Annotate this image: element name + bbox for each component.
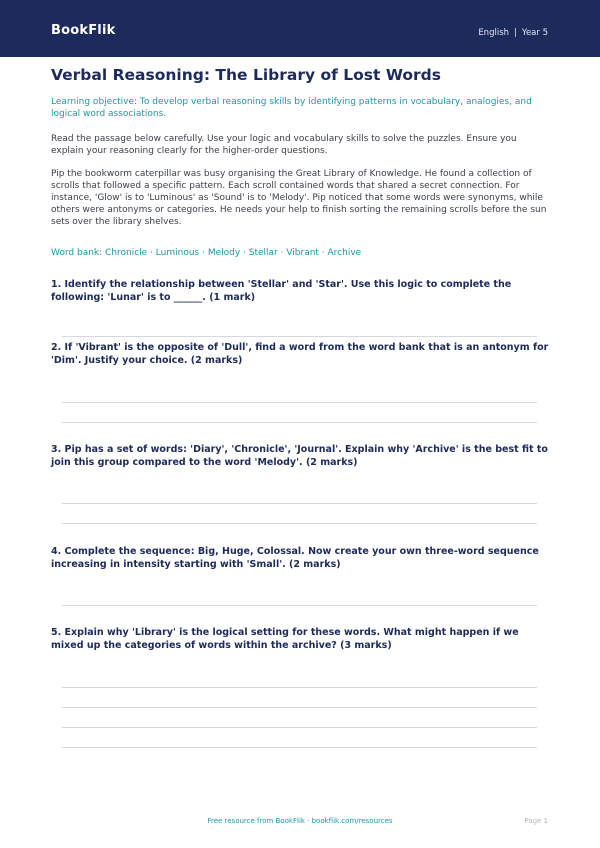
- answer-line[interactable]: [62, 503, 537, 504]
- word-bank: Word bank: Chronicle · Luminous · Melody · Stellar · Vibrant · Archive: [51, 248, 362, 258]
- learning-objective: Learning objective: To develop verbal reasoning skills by identifying patterns in vocabulary, analogies, and logical word associations.: [51, 97, 532, 119]
- answer-line[interactable]: [62, 336, 537, 337]
- answer-line[interactable]: [62, 727, 537, 728]
- page-number: Page 1: [524, 817, 548, 825]
- question-1: 1. Identify the relationship between 'Stellar' and 'Star'. Use this logic to complete the following: 'Lunar' is to ______. (1 mark): [51, 279, 512, 303]
- question-2: 2. If 'Vibrant' is the opposite of 'Dull', find a word from the word bank that is an antonym for 'Dim'. Justify your choice. (2 marks): [51, 342, 549, 366]
- meta-separator: |: [514, 28, 517, 38]
- worksheet-title: Verbal Reasoning: The Library of Lost Words: [51, 66, 441, 84]
- answer-line[interactable]: [62, 747, 537, 748]
- year-label: Year 5: [521, 28, 548, 38]
- answer-line[interactable]: [62, 523, 537, 524]
- story-passage: Pip the bookworm caterpillar was busy organising the Great Library of Knowledge. He found a collection of scrolls that followed a specific pattern. Each scroll contained words that shared a secret connection. For instance, 'Glow' is to 'Luminous' as 'Sound' is to 'Melody'. Pip noticed that some words were synonyms, while others were antonyms or categories. He needs your help to finish sorting the remaining scrolls before the sun sets over the library shelves.: [51, 169, 547, 227]
- answer-line[interactable]: [62, 687, 537, 688]
- answer-line[interactable]: [62, 402, 537, 403]
- footer-credit: Free resource from BookFlik · bookflik.com/resources: [207, 817, 393, 825]
- question-3: 3. Pip has a set of words: 'Diary', 'Chronicle', 'Journal'. Explain why 'Archive' is the best fit to join this group compared to the word 'Melody'. (2 marks): [51, 444, 548, 468]
- question-5: 5. Explain why 'Library' is the logical setting for these words. What might happen if we mixed up the categories of words within the archive? (3 marks): [51, 627, 519, 651]
- page-header: [0, 0, 600, 57]
- answer-line[interactable]: [62, 605, 537, 606]
- instructions-paragraph: Read the passage below carefully. Use your logic and vocabulary skills to solve the puzzles. Ensure you explain your reasoning clearly for the higher-order questions.: [51, 134, 517, 156]
- subject-year-label: [478, 28, 548, 38]
- answer-line[interactable]: [62, 707, 537, 708]
- subject-label: English: [478, 28, 510, 38]
- question-4: 4. Complete the sequence: Big, Huge, Colossal. Now create your own three-word sequence increasing in intensity starting with 'Small'. (2 marks): [51, 546, 539, 570]
- brand-logo: BookFlik: [51, 23, 116, 38]
- answer-line[interactable]: [62, 422, 537, 423]
